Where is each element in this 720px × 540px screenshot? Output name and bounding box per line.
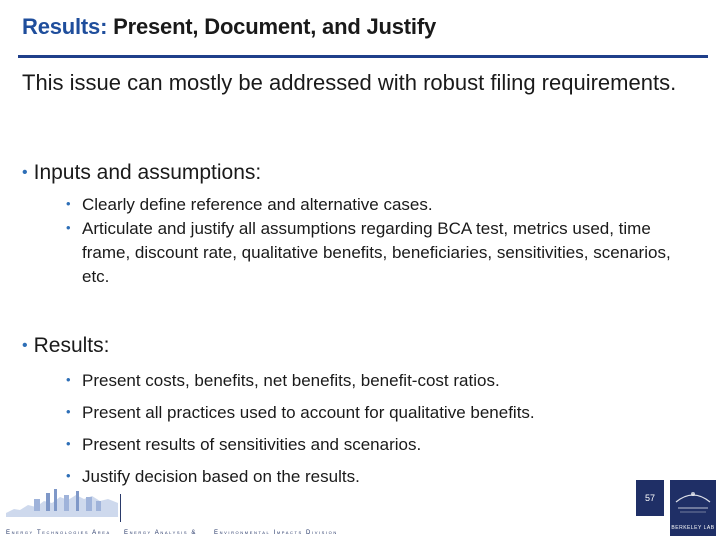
bullet-icon: •: [66, 372, 71, 387]
section-list-results: [66, 369, 686, 489]
bullet-icon: •: [66, 468, 71, 483]
bullet-icon: •: [66, 436, 71, 451]
footer-divider: [120, 494, 121, 522]
section-heading-inputs: • Inputs and assumptions:: [22, 161, 262, 184]
footer-division-label-b: Environmental Impacts Division: [214, 530, 338, 536]
bullet-icon: •: [22, 164, 28, 181]
section-list-inputs: [66, 193, 686, 289]
list-item: • Present all practices used to account for qualitative benefits.: [66, 401, 686, 425]
berkeley-lab-label: BERKELEY LAB: [671, 525, 715, 531]
eta-skyline-logo-icon: [6, 483, 118, 517]
slide-number: 57: [636, 480, 664, 516]
footer-eta-label: Energy Technologies Area: [6, 530, 111, 536]
title-lead: Results:: [22, 14, 108, 39]
bullet-icon: •: [66, 220, 71, 235]
title-rest: Present, Document, and Justify: [113, 14, 436, 39]
list-item: • Articulate and justify all assumptions regarding BCA test, metrics used, time frame, discount rate, qualitative benefits, beneficiaries, sensitivities, scenarios, etc.: [66, 217, 686, 289]
bullet-icon: •: [66, 196, 71, 211]
bullet-icon: •: [66, 404, 71, 419]
intro-text: This issue can mostly be addressed with robust filing requirements.: [22, 70, 677, 95]
list-item: • Present costs, benefits, net benefits, benefit-cost ratios.: [66, 369, 686, 393]
list-item: • Justify decision based on the results.: [66, 465, 686, 489]
list-item: • Present results of sensitivities and scenarios.: [66, 433, 686, 457]
footer-division-label-a: Energy Analysis &: [124, 530, 198, 536]
bullet-icon: •: [22, 337, 28, 354]
section-heading-results: • Results:: [22, 334, 110, 357]
slide-footer: [0, 480, 720, 540]
lab-building-icon: [670, 480, 716, 522]
list-item: • Clearly define reference and alternative cases.: [66, 193, 686, 217]
slide-title: [22, 14, 436, 40]
title-rule: [18, 55, 708, 58]
